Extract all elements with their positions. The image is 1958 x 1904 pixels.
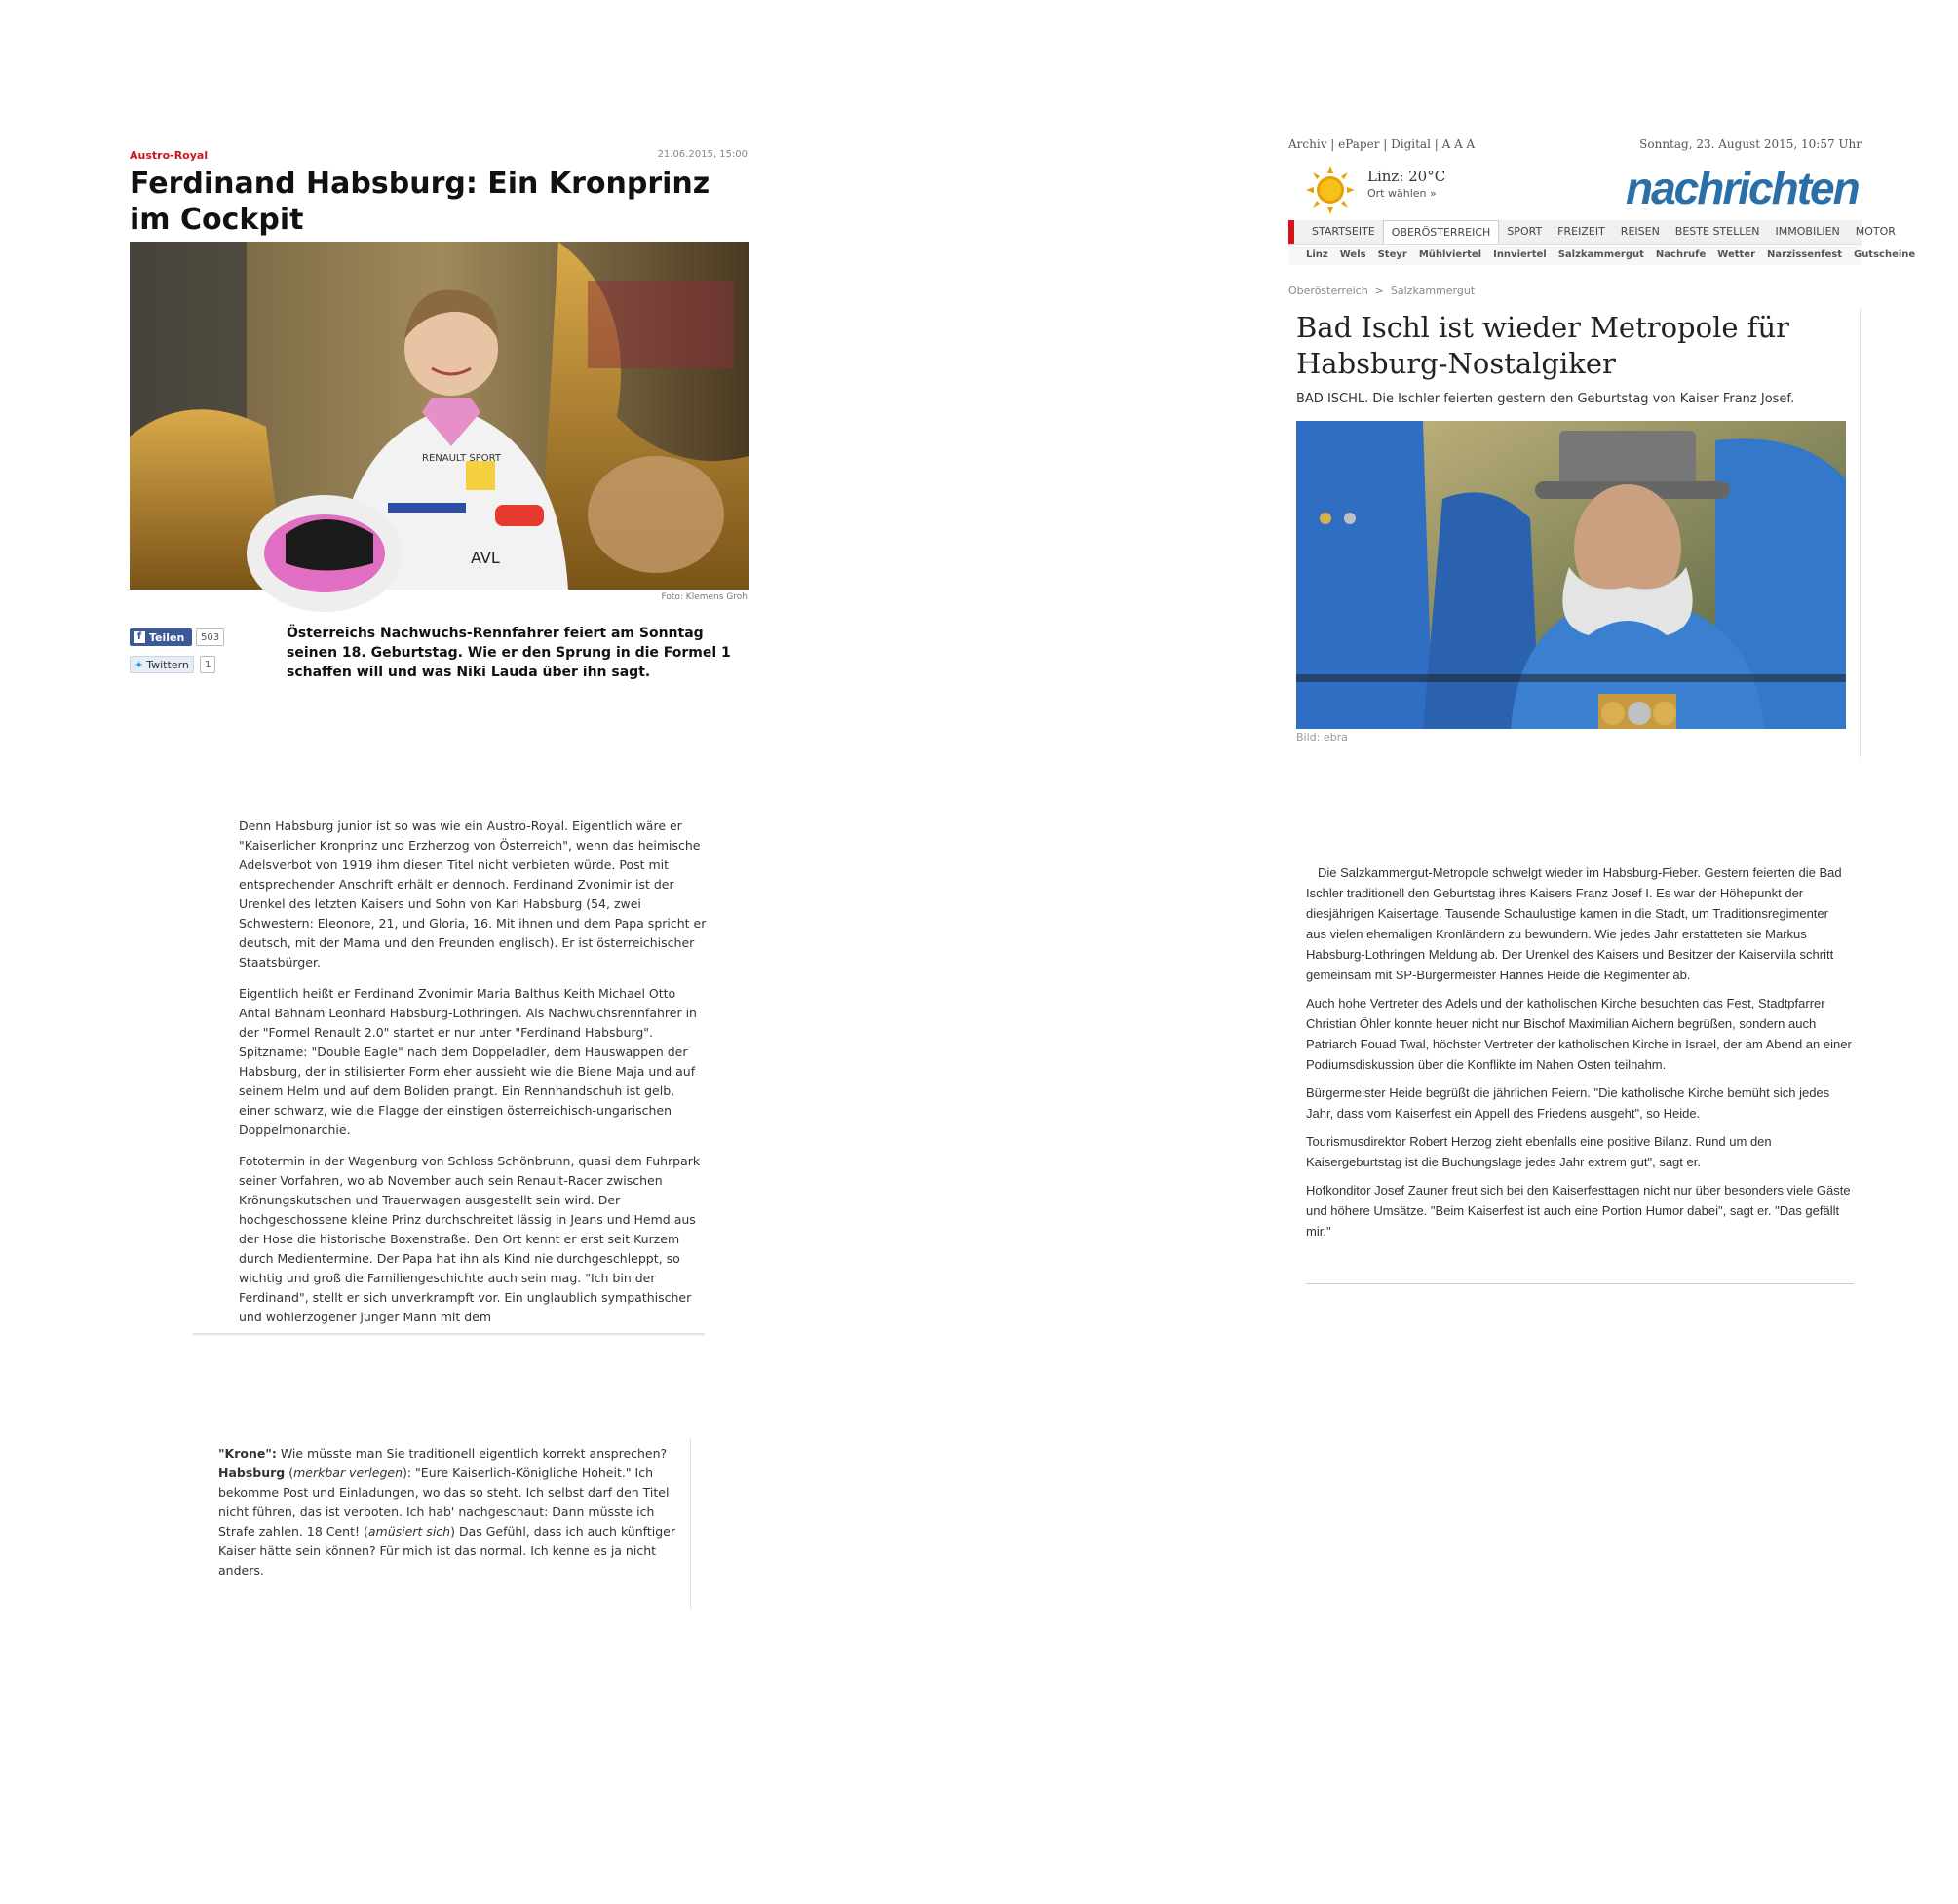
photo-credit: Bild: ebra — [1296, 731, 1348, 743]
subnav-item-nachrufe[interactable]: Nachrufe — [1655, 249, 1707, 260]
top-link-archiv[interactable]: Archiv — [1288, 137, 1327, 151]
sun-weather-icon — [1306, 166, 1355, 214]
breadcrumb: Oberösterreich > Salzkammergut — [1288, 285, 1476, 297]
nav-item-startseite[interactable]: STARTSEITE — [1312, 225, 1375, 238]
breadcrumb-item[interactable]: Salzkammergut — [1390, 285, 1476, 297]
interview-stage-note-2: amüsiert sich — [367, 1524, 451, 1539]
article-paragraph: Auch hohe Vertreter des Adels und der katholischen Kirche besuchten das Fest, Stadtpfarrer Christian Öhler konnte heuer nicht nur Bischof Maximilian Aichern begrüßen, sondern auch Patriarch Fouad Twal, höchster Vertreter der katholischen Kirche in Israel, der am Abend an einer Podiumsdiskussion über die Konflikte im Nahen Osten teilnahm. — [1306, 996, 1852, 1072]
weather-location-link[interactable]: Ort wählen » — [1367, 187, 1437, 200]
interview-answer-part-2: ) Das Gefühl, dass ich auch künftiger Kaiser hätte sein können? Für mich ist das normal. Ich kenne es ja nicht anders. — [218, 1524, 675, 1578]
nav-item-beste-stellen[interactable]: BESTE STELLEN — [1674, 225, 1760, 238]
article-title: Ferdinand Habsburg: Ein Kronprinz im Cockpit — [130, 167, 710, 237]
article-lead: BAD ISCHL. Die Ischler feierten gestern den Geburtstag von Kaiser Franz Josef. — [1296, 392, 1795, 406]
article-lead: Österreichs Nachwuchs-Rennfahrer feiert am Sonntag seinen 18. Geburtstag. Wie er den Sprung in die Formel 1 schaffen will und was Niki Lauda über ihn sagt. — [287, 626, 731, 680]
interview-question: Wie müsste man Sie traditionell eigentlich korrekt ansprechen? — [276, 1446, 668, 1461]
article-paragraph: Eigentlich heißt er Ferdinand Zvonimir Maria Balthus Keith Michael Otto Antal Bahnam Leonhard Habsburg-Lothringen. Als Nachwuchsrennfahrer in der "Formel Renault 2.0" startet er nur unter "Ferdinand Habsburg". Spitzname: "Double Eagle" nach dem Doppeladler, dem Hauswappen der Habsburg, der in stilisierter Form eher aussieht wie die Biene Maja und auf seinem Helm und auf dem Boliden prangt. Ein Rennhandschuh ist gelb, einer schwarz, wie die Flagge der einstigen österreichisch-ungarischen Doppelmonarchie. — [239, 986, 697, 1137]
subnav-item-wetter[interactable]: Wetter — [1717, 249, 1756, 260]
sub-nav — [1288, 246, 1916, 265]
svg-text:RENAULT SPORT: RENAULT SPORT — [422, 453, 501, 464]
article-body-excerpt — [1306, 862, 1852, 1249]
weather-temperature: Linz: 20°C — [1367, 168, 1446, 185]
facebook-icon: f — [134, 631, 145, 643]
article-body-excerpt — [239, 780, 707, 1333]
interview-excerpt: "Krone": Wie müsste man Sie traditionell eigentlich korrekt ansprechen? Habsburg (merkbar verlegen): "Eure Kaiserlich-Königliche Hoheit." Ich bekomme Post und Einladungen, wo das so steht. Ich selbst darf den Titel nicht führen, das ist verboten. Ich hab' nachgeschaut: Dann müsste ich Strafe zahlen. 18 Cent! (amüsiert sich) Das Gefühl, dass ich auch künftiger Kaiser hätte sein können? Für mich ist das normal. Ich kenne es ja nicht anders. — [218, 1446, 675, 1578]
svg-text:AVL: AVL — [471, 549, 500, 567]
nav-item-motor[interactable]: MOTOR — [1855, 225, 1896, 238]
facebook-share-label: Teilen — [149, 630, 185, 644]
twitter-share-label: Twittern — [146, 658, 189, 671]
excerpt-divider — [193, 1333, 705, 1336]
article-paragraph: Die Salzkammergut-Metropole schwelgt wieder im Habsburg-Fieber. Gestern feierten die Bad Ischler traditionell den Geburtstag ihres Kaisers Franz Josef I. Es war der Höhepunkt der diesjährigen Kaisertage. Tausende Schaulustige kamen in die Stadt, um Traditionsregimenter aus vielen ehemaligen Kronländern zu bewundern. Wie jedes Jahr erstatteten sie Markus Habsburg-Lothringen Meldung ab. Der Urenkel des Kaisers und Besitzer der Kaiservilla schritt gemeinsam mit SP-Bürgermeister Hannes Heide die Regimenter ab. — [1306, 865, 1842, 982]
twitter-icon: ✦ — [134, 658, 144, 671]
top-links: Archiv | ePaper | Digital | A A A — [1288, 137, 1476, 151]
article-paragraph: Denn Habsburg junior ist so was wie ein Austro-Royal. Eigentlich wäre er "Kaiserlicher Kronprinz und Erzherzog von Österreich", wenn das heimische Adelsverbot von 1919 ihm diesen Titel nicht verbieten würde. Post mit entsprechender Anschrift erhält er dennoch. Ferdinand Zvonimir ist der Urenkel des letzten Kaisers und Sohn von Karl Habsburg (54, zwei Schwestern: Eleonore, 21, und Gloria, 16. Mit ihnen und dem Papa spricht er deutsch, mit der Mama und den Freunden englisch). Er ist österreichischer Staatsbürger. — [239, 819, 707, 970]
nav-accent — [1288, 220, 1294, 244]
article-paragraph: Bürgermeister Heide begrüßt die jährlichen Feiern. "Die katholische Kirche bemüht sich jedes Jahr, dass vom Kaiserfest ein Appell des Friedens ausgeht", so Heide. — [1306, 1085, 1830, 1121]
twitter-share-count: 1 — [200, 656, 215, 673]
subnav-item-gutscheine[interactable]: Gutscheine — [1853, 249, 1916, 260]
site-date: Sonntag, 23. August 2015, 10:57 Uhr — [1639, 137, 1862, 151]
nav-item-sport[interactable]: SPORT — [1507, 225, 1543, 238]
article-title: Bad Ischl ist wieder Metropole für Habsburg-Nostalgiker — [1296, 311, 1790, 380]
top-link-epaper[interactable]: ePaper — [1338, 137, 1380, 151]
subnav-item-innviertel[interactable]: Innviertel — [1493, 249, 1547, 260]
subnav-item-narzissenfest[interactable]: Narzissenfest — [1767, 249, 1842, 260]
subnav-item-salzkammergut[interactable]: Salzkammergut — [1557, 249, 1644, 260]
subnav-item-steyr[interactable]: Steyr — [1377, 249, 1407, 260]
nav-item-freizeit[interactable]: FREIZEIT — [1557, 225, 1605, 238]
article-box-border — [1860, 309, 1861, 757]
subnav-item-muehlviertel[interactable]: Mühlviertel — [1418, 249, 1482, 260]
excerpt-divider — [1306, 1283, 1854, 1284]
nav-item-reisen[interactable]: REISEN — [1620, 225, 1660, 238]
top-link-digital[interactable]: Digital — [1391, 137, 1431, 151]
facebook-share-count: 503 — [196, 628, 224, 646]
font-size-switcher[interactable]: A A A — [1441, 137, 1476, 151]
article-date: 21.06.2015, 15:00 — [657, 149, 748, 160]
article-photo-racer — [130, 242, 749, 590]
breadcrumb-item[interactable]: Oberösterreich — [1288, 285, 1368, 297]
main-nav — [1304, 220, 1896, 244]
article-paragraph: Hofkonditor Josef Zauner freut sich bei den Kaiserfesttagen nicht nur über besonders viele Gäste und höhere Umsätze. "Beim Kaiserfest ist auch eine Portion Humor dabei", sagt er. "Das gefällt mir." — [1306, 1183, 1851, 1238]
article-photo-kaiser-parade — [1296, 421, 1846, 729]
site-logo[interactable]: nachrichten — [1626, 163, 1859, 213]
subnav-item-linz[interactable]: Linz — [1306, 249, 1328, 260]
twitter-share-button[interactable] — [130, 656, 194, 673]
facebook-share-button[interactable] — [130, 628, 192, 646]
article-paragraph: Fototermin in der Wagenburg von Schloss Schönbrunn, quasi dem Fuhrpark seiner Vorfahren, wo ab November auch sein Renault-Racer zwischen Krönungskutschen und Trauerwagen ausgestellt sein wird. Der hochgeschossene kleine Prinz durchschreitet lässig in Jeans und Hemd aus der Hose die historische Boxenstraße. Den Ort kennt er erst seit Kurzem durch Medientermine. Der Papa hat ihn als Kind nie durchgeschleppt, so wichtig und groß die Familiengeschichte auch sein mag. "Ich bin der Ferdinand", stellt er sich unverkrampft vor. Ein unglaublich sympathischer und wohlerzogener junger Mann mit dem — [239, 1154, 701, 1324]
interview-answer-part-1: ): "Eure Kaiserlich-Königliche Hoheit." Ich bekomme Post und Einladungen, wo das so steht. Ich selbst darf den Titel nicht führen, das ist verboten. Ich hab' nachgeschaut: Dann müsste ich Strafe zahlen. 18 Cent! ( — [218, 1466, 670, 1539]
interview-side-border — [690, 1438, 691, 1609]
interview-answer-speaker: Habsburg — [218, 1466, 286, 1480]
article-category[interactable]: Austro-Royal — [130, 149, 209, 162]
subnav-item-wels[interactable]: Wels — [1339, 249, 1366, 260]
photo-credit: Foto: Klemens Groh — [661, 592, 748, 602]
interview-stage-note: merkbar verlegen — [293, 1466, 403, 1480]
nav-item-immobilien[interactable]: IMMOBILIEN — [1775, 225, 1840, 238]
interview-question-speaker: "Krone": — [218, 1446, 277, 1461]
nav-item-oberoesterreich[interactable]: OBERÖSTERREICH — [1383, 220, 1500, 244]
article-paragraph: Tourismusdirektor Robert Herzog zieht ebenfalls eine positive Bilanz. Rund um den Kaisergeburtstag ist die Buchungslage jedes Jahr extrem gut", sagt er. — [1306, 1134, 1772, 1169]
